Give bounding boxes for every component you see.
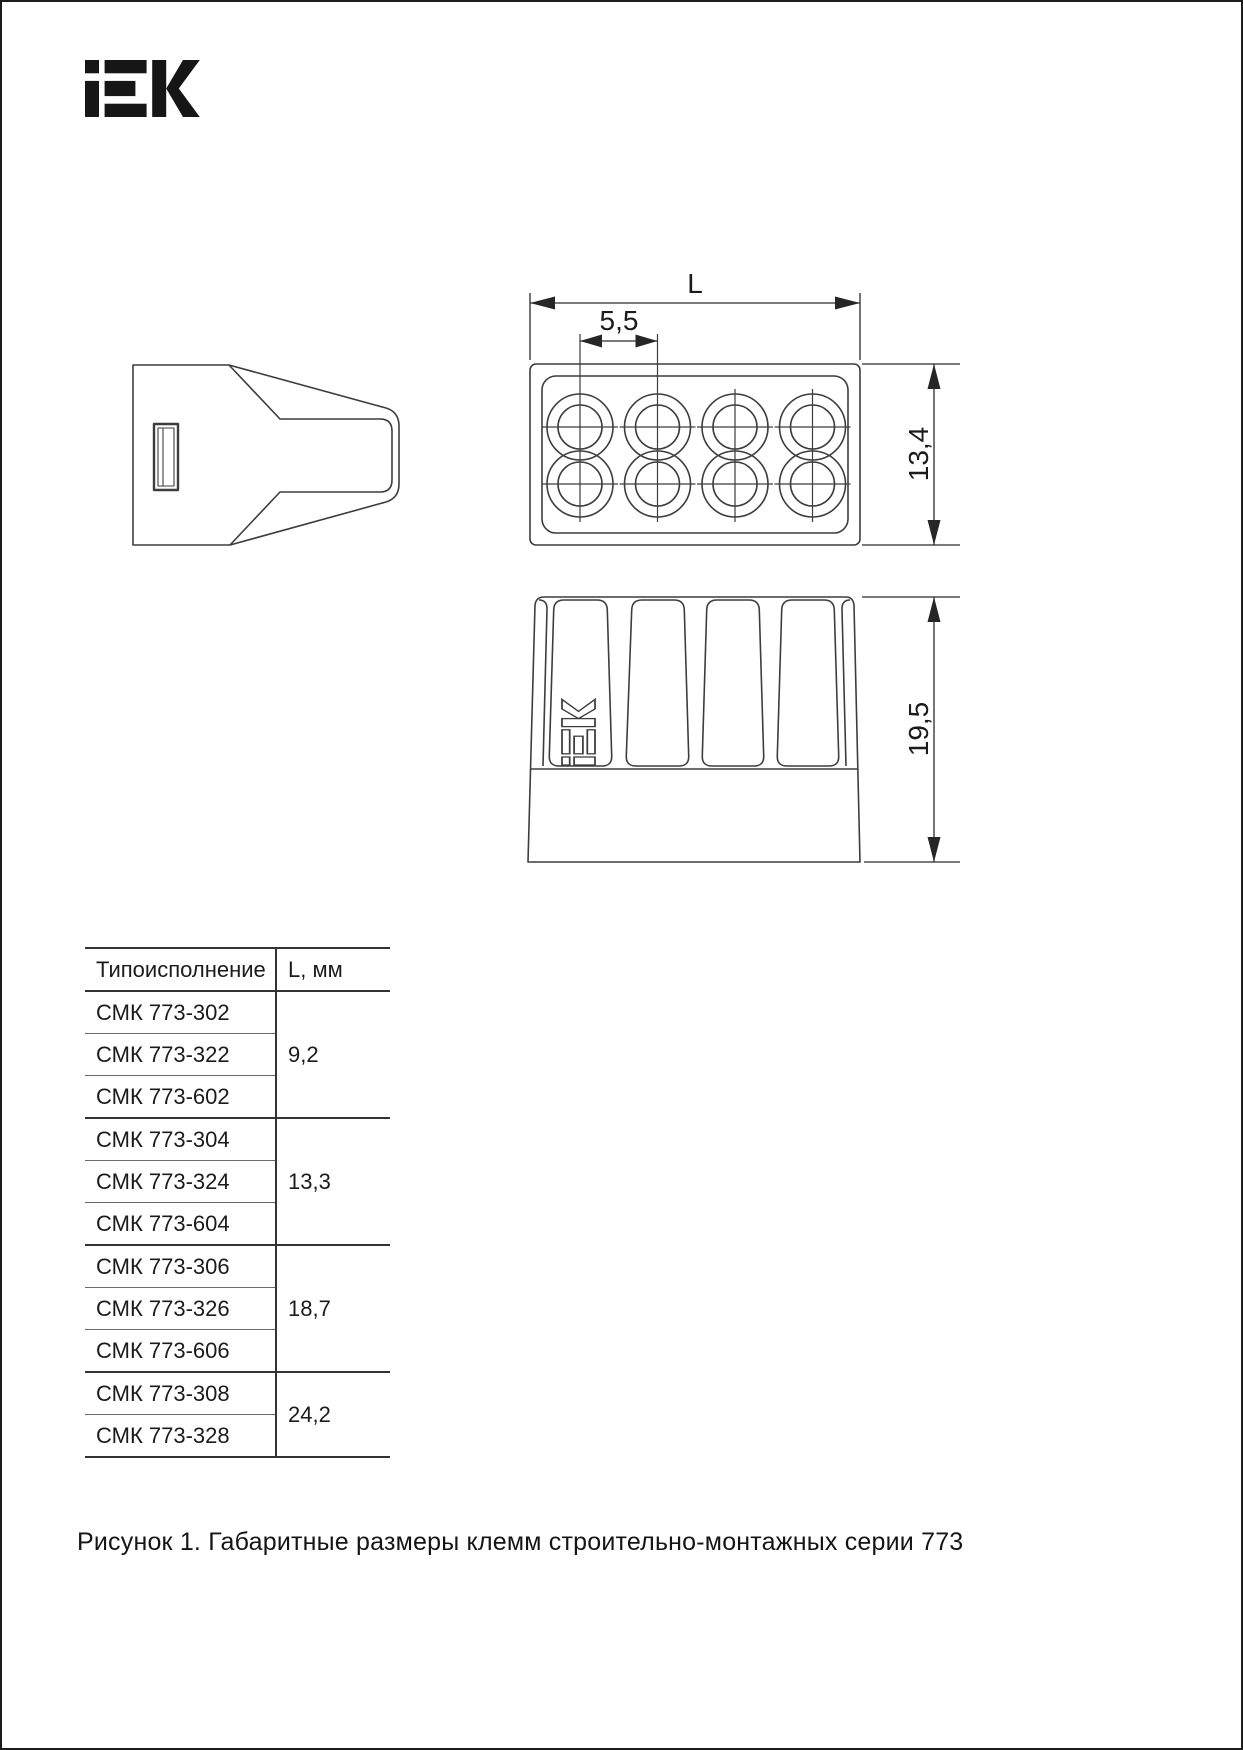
model-cell: СМК 773-326	[85, 1288, 276, 1330]
terminal-centerlines	[542, 334, 851, 522]
length-cell: 24,2	[276, 1372, 390, 1457]
col-header-length: L, мм	[276, 948, 390, 991]
dim-label-pitch: 5,5	[599, 305, 639, 336]
dim-label-L: L	[687, 268, 703, 299]
model-cell: СМК 773-306	[85, 1245, 276, 1288]
model-cell: СМК 773-324	[85, 1161, 276, 1203]
side-view-drawing	[133, 365, 399, 545]
model-cell: СМК 773-606	[85, 1330, 276, 1373]
table-row	[85, 1372, 390, 1415]
dimension-lines	[530, 293, 960, 862]
col-header-type: Типоисполнение	[85, 948, 276, 991]
model-cell: СМК 773-308	[85, 1372, 276, 1415]
table-row	[85, 1245, 390, 1288]
table-area	[85, 947, 390, 1458]
top-view-drawing	[530, 334, 860, 545]
model-cell: СМК 773-322	[85, 1034, 276, 1076]
length-cell: 18,7	[276, 1245, 390, 1372]
length-cell: 9,2	[276, 991, 390, 1118]
table-row	[85, 991, 390, 1034]
model-cell: СМК 773-604	[85, 1203, 276, 1246]
figure-caption: Рисунок 1. Габаритные размеры клемм строительно-монтажных серии 773	[77, 1528, 964, 1556]
iek-logo	[85, 60, 200, 117]
product-iek-logo-mark	[562, 699, 595, 765]
model-cell: СМК 773-328	[85, 1415, 276, 1458]
dim-label-height: 19,5	[903, 701, 934, 757]
model-cell: СМК 773-602	[85, 1076, 276, 1119]
dim-label-width: 13,4	[903, 426, 934, 482]
model-cell: СМК 773-304	[85, 1118, 276, 1161]
front-view-drawing	[528, 597, 860, 862]
table-row	[85, 1118, 390, 1161]
dimensions-table	[85, 947, 390, 1458]
dimension-drawing	[2, 2, 1243, 1750]
length-cell: 13,3	[276, 1118, 390, 1245]
dimension-arrows	[530, 297, 941, 863]
model-cell: СМК 773-302	[85, 991, 276, 1034]
table-header-row	[85, 948, 390, 991]
